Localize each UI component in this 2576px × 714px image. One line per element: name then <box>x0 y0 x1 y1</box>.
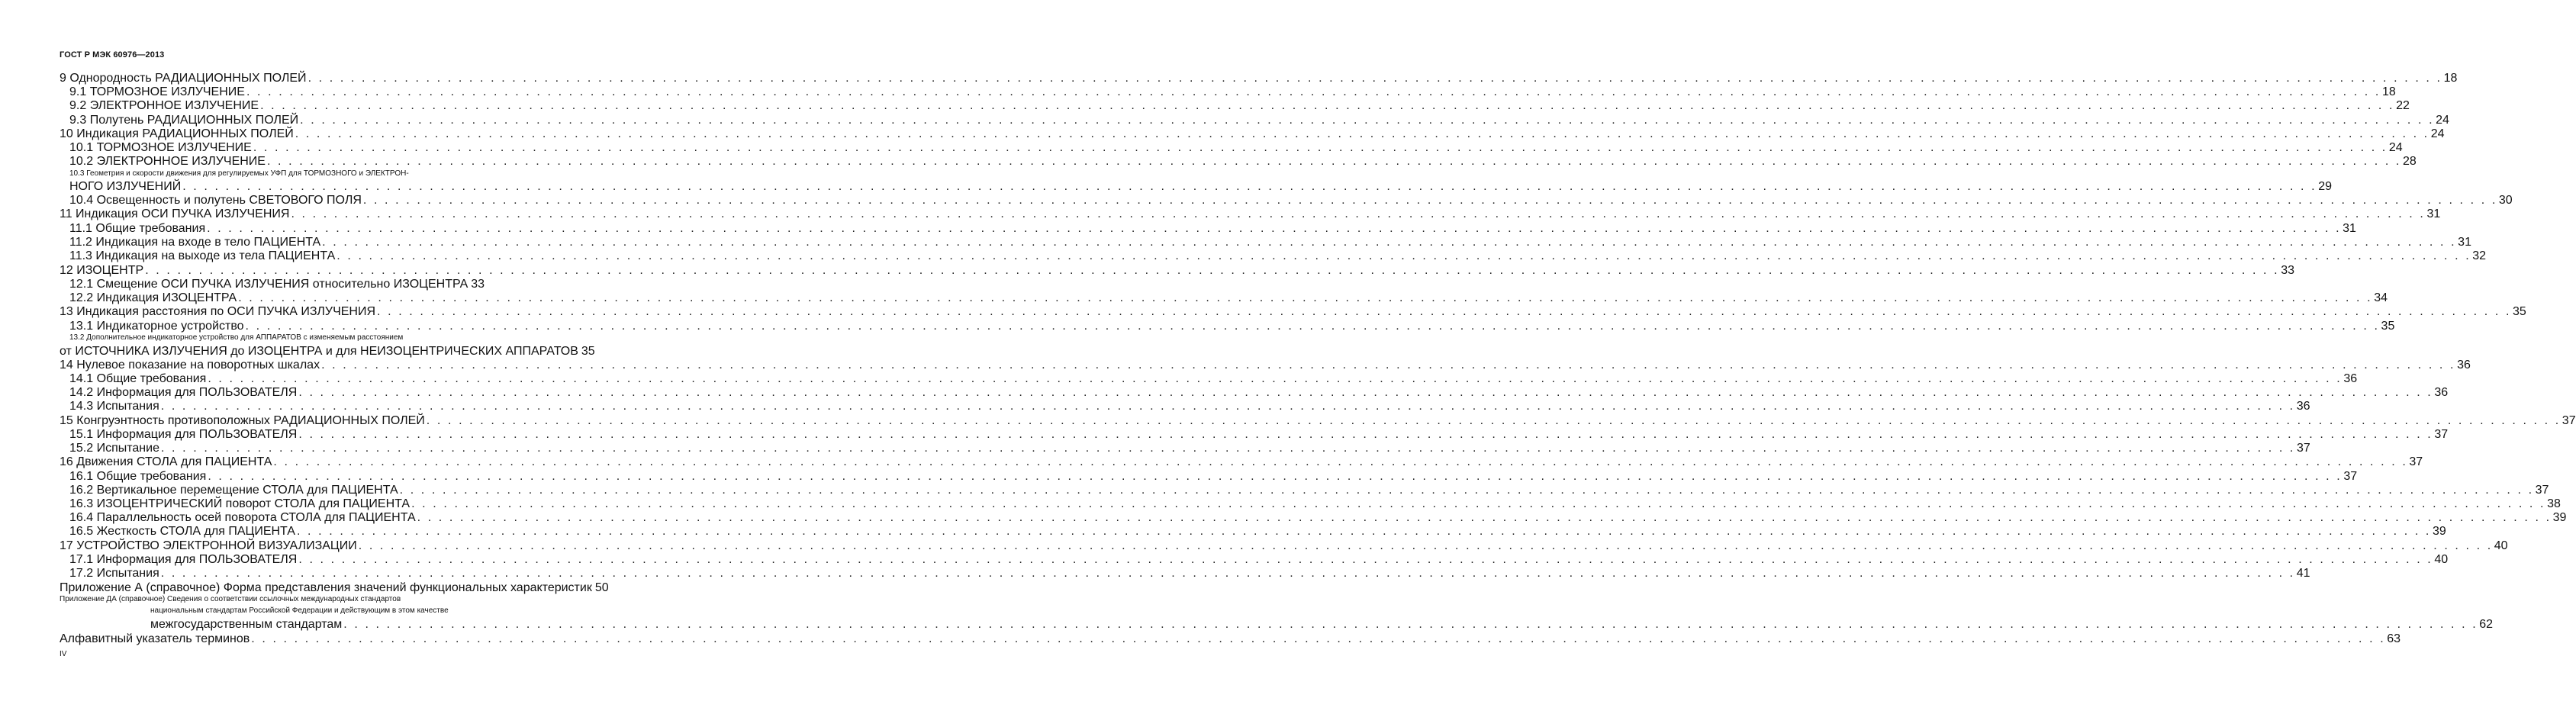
toc-entry-text: от ИСТОЧНИКА ИЗЛУЧЕНИЯ до ИЗОЦЕНТРА и для НЕИЗОЦЕНТРИЧЕСКИХ АППАРАТОВ <box>60 345 578 358</box>
toc-entry[interactable] <box>69 141 2403 154</box>
toc-entry-text: 9.3 Полутень РАДИАЦИОННЫХ ПОЛЕЙ <box>69 114 299 127</box>
toc-entry-page: 29 <box>2318 180 2332 193</box>
toc-entry-text: 13 Индикация расстояния по ОСИ ПУЧКА ИЗЛУЧЕНИЯ <box>60 305 376 318</box>
toc-entry[interactable] <box>69 567 2310 580</box>
toc-entry-text: 14.2 Информация для ПОЛЬЗОВАТЕЛЯ <box>69 386 298 399</box>
toc-entry-text: 14.3 Испытания <box>69 400 159 413</box>
toc-entry[interactable] <box>69 470 2358 483</box>
toc-entry-text: межгосударственным стандартам <box>150 618 343 631</box>
toc-entry[interactable] <box>69 155 2417 168</box>
toc-entry[interactable] <box>60 127 2445 140</box>
toc-entry-page: 41 <box>2296 567 2310 580</box>
leader-dots <box>322 236 2456 249</box>
leader-dots <box>208 470 2342 484</box>
leader-dots <box>207 222 2341 236</box>
toc-entry[interactable] <box>60 345 595 358</box>
toc-entry-text: НОГО ИЗЛУЧЕНИЙ <box>69 180 182 193</box>
toc-entry-page: 31 <box>2458 236 2471 249</box>
toc-entry-page: 18 <box>2381 85 2396 98</box>
toc-entry-page: 37 <box>2562 414 2576 427</box>
toc-entry-page: 36 <box>2343 372 2358 385</box>
toc-entry-text: 14 Нулевое показание на поворотных шкалах <box>60 359 320 371</box>
leader-dots <box>377 305 2511 319</box>
leader-dots <box>260 99 2394 113</box>
toc-entry-text: 10 Индикация РАДИАЦИОННЫХ ПОЛЕЙ <box>60 127 294 140</box>
leader-dots <box>208 372 2342 386</box>
toc-entry-page: 40 <box>2434 553 2449 566</box>
toc-entry-page: 36 <box>2296 400 2310 413</box>
toc-entry-page: 33 <box>2281 264 2294 277</box>
toc-entry-page: 37 <box>2343 470 2358 483</box>
toc-entry-page: 31 <box>2343 222 2356 235</box>
toc-entry-text: 15 Конгруэнтность противоположных РАДИАЦИОННЫХ ПОЛЕЙ <box>60 414 425 427</box>
leader-dots <box>251 632 2385 646</box>
toc-entry-text: 11 Индикация ОСИ ПУЧКА ИЗЛУЧЕНИЯ <box>60 207 290 220</box>
toc-entry-page: 32 <box>2472 249 2487 262</box>
toc-entry-text: 11.1 Общие требования <box>69 222 206 235</box>
toc-entry[interactable] <box>69 400 2310 413</box>
toc-entry-text: 10.1 ТОРМОЗНОЕ ИЗЛУЧЕНИЕ <box>69 141 252 154</box>
toc-entry-page: 35 <box>581 345 595 358</box>
toc-entry-text: 16 Движения СТОЛА для ПАЦИЕНТА <box>60 455 272 468</box>
leader-dots <box>359 539 2493 553</box>
toc-entry-page: 37 <box>2409 455 2423 468</box>
toc-entry[interactable] <box>69 386 2449 399</box>
toc-entry-page: 22 <box>2396 99 2410 112</box>
toc-entry-text: 9.2 ЭЛЕКТРОННОЕ ИЗЛУЧЕНИЕ <box>69 99 259 112</box>
toc-entry-text-line1: Приложение ДА (справочное) Сведения о соответствии ссылочных международных стандартов <box>60 595 401 603</box>
toc-entry-text: 16.1 Общие требования <box>69 470 207 483</box>
leader-dots <box>273 455 2407 469</box>
toc-entry-page: 31 <box>2426 207 2441 220</box>
leader-dots <box>161 567 2295 581</box>
leader-dots <box>298 386 2433 400</box>
toc-entry[interactable] <box>69 511 2567 524</box>
toc-entry-text: 10.2 ЭЛЕКТРОННОЕ ИЗЛУЧЕНИЕ <box>69 155 266 168</box>
leader-dots <box>291 207 2425 221</box>
toc-entry-page: 37 <box>2434 428 2449 441</box>
toc-entry[interactable] <box>69 484 2549 497</box>
toc-entry-page: 37 <box>2296 442 2310 455</box>
toc-entry[interactable] <box>60 207 2441 220</box>
toc-entry-text: 9.1 ТОРМОЗНОЕ ИЗЛУЧЕНИЕ <box>69 85 245 98</box>
toc-entry[interactable] <box>69 114 2449 127</box>
toc-entry-text: 16.4 Параллельность осей поворота СТОЛА для ПАЦИЕНТА <box>69 511 416 524</box>
leader-dots <box>411 497 2545 511</box>
toc-entry-text: 16.5 Жесткость СТОЛА для ПАЦИЕНТА <box>69 525 295 538</box>
leader-dots <box>298 428 2433 442</box>
toc-entry-page: 28 <box>2402 155 2417 168</box>
toc-entry-text: 13.1 Индикаторное устройство <box>69 320 244 333</box>
toc-entry[interactable] <box>69 497 2561 510</box>
toc-entry-text: 14.1 Общие требования <box>69 372 207 385</box>
toc-entry-text: Алфавитный указатель терминов <box>60 632 250 645</box>
leader-dots <box>182 180 2317 194</box>
leader-dots <box>297 525 2431 539</box>
toc-entry[interactable] <box>69 249 2487 262</box>
toc-entry[interactable] <box>69 278 485 291</box>
toc-entry-text: 16.3 ИЗОЦЕНТРИЧЕСКИЙ поворот СТОЛА для ПАЦИЕНТА <box>69 497 411 510</box>
toc-entry[interactable] <box>60 72 2458 85</box>
toc-entry[interactable] <box>69 291 2388 304</box>
toc-entry-page: 24 <box>2430 127 2445 140</box>
toc-entry-text-line1: 10.3 Геометрия и скорости движения для регулируемых УФП для ТОРМОЗНОГО и ЭЛЕКТРОН- <box>69 169 409 178</box>
toc-entry-text: 9 Однородность РАДИАЦИОННЫХ ПОЛЕЙ <box>60 72 307 85</box>
leader-dots <box>238 291 2372 305</box>
page-header-title: ГОСТ Р МЭК 60976—2013 <box>60 50 165 60</box>
toc-entry-page: 36 <box>2457 359 2471 371</box>
toc-entry-page: 24 <box>2436 114 2449 127</box>
toc-entry-page: 38 <box>2547 497 2561 510</box>
leader-dots <box>246 320 2380 333</box>
leader-dots <box>161 442 2295 455</box>
leader-dots <box>300 114 2434 127</box>
toc-entry[interactable] <box>69 553 2449 566</box>
toc-entry[interactable] <box>69 442 2310 455</box>
toc-entry-page: 33 <box>471 278 485 291</box>
toc-entry-text: 17 УСТРОЙСТВО ЭЛЕКТРОННОЙ ВИЗУАЛИЗАЦИИ <box>60 539 357 552</box>
toc-entry-text: 11.3 Индикация на выходе из тела ПАЦИЕНТА <box>69 249 336 262</box>
toc-entry-page: 63 <box>2387 632 2401 645</box>
toc-entry[interactable] <box>69 194 2513 207</box>
page-number: IV <box>60 650 67 658</box>
leader-dots <box>246 85 2381 99</box>
toc-entry-text: 17.1 Информация для ПОЛЬЗОВАТЕЛЯ <box>69 553 298 566</box>
leader-dots <box>308 72 2442 85</box>
toc-entry-page: 35 <box>2381 320 2395 333</box>
toc-entry-text: 15.2 Испытание <box>69 442 159 455</box>
toc-entry[interactable] <box>60 305 2526 318</box>
toc-entry-page: 35 <box>2513 305 2526 318</box>
toc-entry-page: 34 <box>2374 291 2388 304</box>
leader-dots <box>267 155 2401 169</box>
toc-entry-text: 12.1 Смещение ОСИ ПУЧКА ИЗЛУЧЕНИЯ относительно ИЗОЦЕНТРА <box>69 278 469 291</box>
toc-entry[interactable] <box>69 320 2395 333</box>
toc-entry-text: 17.2 Испытания <box>69 567 159 580</box>
toc-entry-page: 62 <box>2479 618 2494 631</box>
leader-dots <box>363 194 2497 207</box>
toc-entry-text-line2: национальным стандартам Российской Федерации и действующим в этом качестве <box>150 606 449 615</box>
toc-entry[interactable] <box>69 99 2410 112</box>
toc-entry-text-line1: 13.2 Дополнительное индикаторное устройство для АППАРАТОВ с изменяемым расстоянием <box>69 333 404 342</box>
toc-entry-page: 39 <box>2432 525 2446 538</box>
toc-entry-text: 10.4 Освещенность и полутень СВЕТОВОГО ПОЛЯ <box>69 194 362 207</box>
toc-entry[interactable] <box>60 581 609 594</box>
toc-entry[interactable] <box>60 414 2576 427</box>
leader-dots <box>336 249 2471 263</box>
toc-entry-page: 39 <box>2552 511 2567 524</box>
toc-entry-page: 37 <box>2535 484 2549 497</box>
leader-dots <box>417 511 2552 525</box>
toc-entry[interactable] <box>60 264 2294 277</box>
toc-entry-text: 12.2 Индикация ИЗОЦЕНТРА <box>69 291 237 304</box>
leader-dots <box>161 400 2295 413</box>
toc-entry[interactable] <box>60 359 2471 371</box>
toc-entry[interactable] <box>150 618 2494 631</box>
toc-entry[interactable] <box>69 372 2358 385</box>
toc-entry[interactable] <box>69 85 2396 98</box>
leader-dots <box>321 359 2455 372</box>
toc-entry-text: Приложение А (справочное) Форма представления значений функциональных характеристик <box>60 581 592 594</box>
leader-dots <box>145 264 2279 278</box>
toc-entry[interactable] <box>60 455 2423 468</box>
toc-entry-text: 12 ИЗОЦЕНТР <box>60 264 144 277</box>
toc-entry[interactable] <box>60 539 2508 552</box>
toc-entry-page: 24 <box>2388 141 2403 154</box>
leader-dots <box>427 414 2561 428</box>
toc-entry[interactable] <box>69 236 2471 249</box>
leader-dots <box>295 127 2429 141</box>
toc-entry-text: 15.1 Информация для ПОЛЬЗОВАТЕЛЯ <box>69 428 298 441</box>
leader-dots <box>343 618 2478 632</box>
toc-entry-text: 16.2 Вертикальное перемещение СТОЛА для ПАЦИЕНТА <box>69 484 398 497</box>
toc-entry-page: 36 <box>2434 386 2449 399</box>
toc-entry-page: 50 <box>594 581 609 594</box>
leader-dots <box>400 484 2534 497</box>
toc-entry-text: 11.2 Индикация на входе в тело ПАЦИЕНТА <box>69 236 321 249</box>
leader-dots <box>253 141 2388 155</box>
toc-entry[interactable] <box>69 222 2356 235</box>
toc-entry-page: 18 <box>2443 72 2458 85</box>
toc-entry-page: 30 <box>2498 194 2513 207</box>
toc-entry[interactable] <box>60 632 2401 645</box>
toc-entry-page: 40 <box>2494 539 2508 552</box>
toc-entry[interactable] <box>69 180 2332 193</box>
leader-dots <box>298 553 2433 567</box>
toc-entry[interactable] <box>69 428 2449 441</box>
toc-entry[interactable] <box>69 525 2446 538</box>
